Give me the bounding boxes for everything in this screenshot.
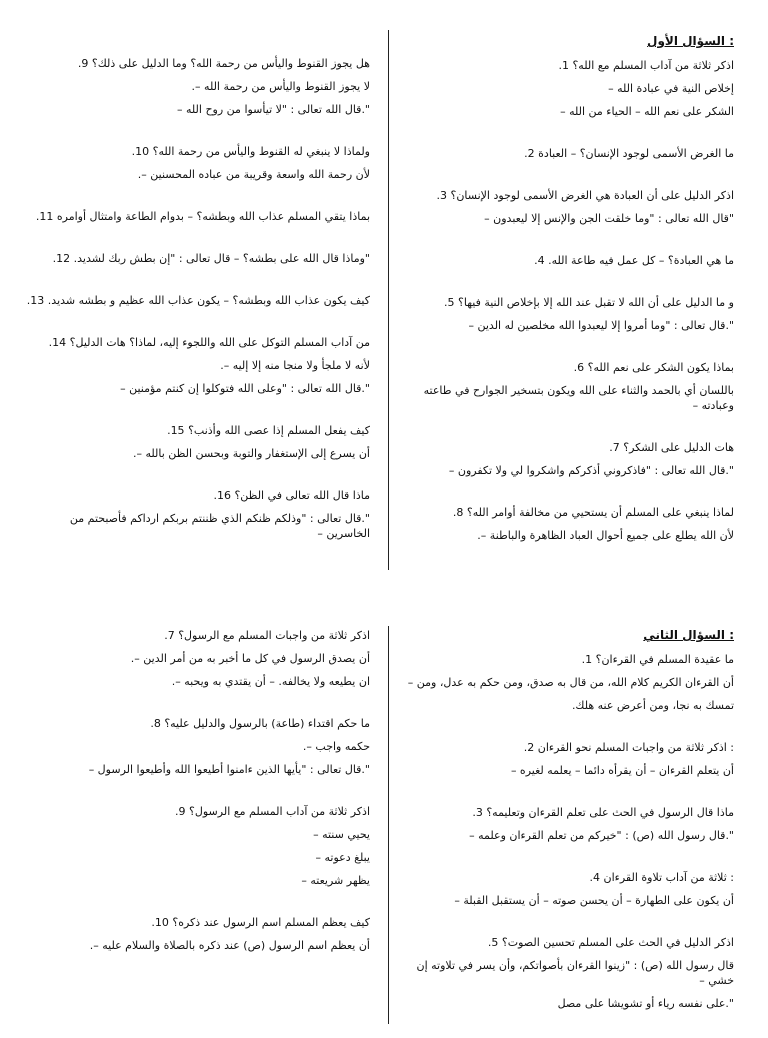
section1-right-column [404,34,734,570]
question-number: 14. [48,336,67,349]
question-text [404,58,734,73]
question-text [24,335,370,350]
question-text [404,935,734,950]
question-number: 7. [164,629,175,642]
question-number: 8. [452,506,464,519]
question-label: ولماذا لا ينبغي له القنوط واليأس من رحمة الله؟ [152,145,370,158]
answer-line: الشكر على نعم الله – الحياء من الله – [560,105,734,118]
question-label: كيف يفعل المسلم إذا عصى الله وأذنب؟ [188,424,370,437]
answer-line: أن يسرع إلى الإستغفار والتوبة وبحسن الظن بالله –. [132,447,370,460]
answer-line: أن يتعلم القرءان – أن يقرأه دائما – يعلمه لغيره – [510,764,734,777]
question-number: 10. [151,916,169,929]
answer-line: حكمه واجب –. [302,740,370,753]
answer-line: "قال الله تعالى : "وما خلقت الجن والإنس إلا ليعبدون – [484,212,734,225]
answer-line: ".قال تعالى : "يأيها الذين ءامنوا أطيعوا الله وأطيعوا الرسول – [88,763,370,776]
question-text [24,209,370,224]
question-label: "وماذا قال الله على بطشه؟ – قال تعالى : "إن بطش ربك لشديد. [73,252,370,265]
answer-line: أن يكون على الطهارة – أن يحسن صوته – أن يستقبل القبلة – [454,894,734,907]
answer-line: إخلاص النية في عبادة الله – [608,82,734,95]
question-block [24,56,370,117]
question-number: 12. [52,252,71,265]
column-divider-top [388,30,389,570]
question-block [24,716,370,777]
section2-title: : السؤال الثاني [643,628,734,642]
question-block [404,805,734,843]
answer-line: يبلغ دعوته – [315,851,370,864]
question-number: 13. [26,294,45,307]
answer-line: ".على نفسه رياء أو تشويشا على مصل [557,997,734,1010]
question-block [404,870,734,908]
question-label: اذكر ثلاثة من آداب المسلم مع الله؟ [572,59,734,72]
answer-line: ".قال الله تعالى : "لا تيأسوا من روح الله – [177,103,370,116]
question-block [404,935,734,1011]
question-number: 16. [213,489,231,502]
question-text [404,805,734,820]
question-block [24,423,370,461]
question-text [404,146,734,161]
question-number: 1. [558,59,569,72]
question-number: 2. [524,147,535,160]
question-text [404,188,734,203]
question-text [24,144,370,159]
question-number: 7. [609,441,620,454]
answer-line: لأن رحمة الله واسعة وقريبة من عباده المحسنين –. [137,168,370,181]
question-text [404,295,734,310]
question-label: كيف يكون عذاب الله وبطشه؟ – يكون عذاب الله عظيم و بطشه شديد. [47,294,370,307]
question-label: اذكر الدليل في الحث على المسلم تحسين الصوت؟ [501,936,734,949]
question-number: 8. [150,717,161,730]
answer-line: ان يطيعه ولا يخالفه. – أن يقتدي به ويحبه –. [171,675,370,688]
question-block [24,804,370,888]
question-label: بماذا يكون الشكر على نعم الله؟ [587,361,734,374]
question-block [24,628,370,689]
question-block [24,144,370,182]
question-number: 10. [131,145,150,158]
question-text [404,360,734,375]
question-label: : ثلاثة من آداب تلاوة القرءان [603,871,734,884]
answer-line: يحيي سنته – [313,828,370,841]
question-number: 5. [487,936,499,949]
question-number: 3. [472,806,483,819]
question-text [24,628,370,643]
answer-line: أن يعظم اسم الرسول (ص) عند ذكره بالصلاة والسلام عليه –. [89,939,370,952]
answer-line: ".قال رسول الله (ص) : "خيركم من تعلم القرءان وعلمه – [469,829,734,842]
question-block [404,253,734,268]
question-block [404,440,734,478]
section1-left-column [24,56,370,568]
question-number: 2. [523,741,535,754]
question-number: 9. [175,805,186,818]
question-label: ما عقيدة المسلم في القرءان؟ [595,653,734,666]
column-divider-bottom [388,626,389,1024]
question-text [404,652,734,667]
question-number: 15. [167,424,185,437]
question-block [404,740,734,778]
section1-title: : السؤال الأول [647,34,734,48]
question-label: ما هي العبادة؟ – كل عمل فيه طاعة الله. [548,254,734,267]
section2-left-column [24,628,370,980]
question-block [24,488,370,541]
question-label: كيف يعظم المسلم اسم الرسول عند ذكره؟ [172,916,370,929]
question-label: : اذكر ثلاثة من واجبات المسلم نحو القرءان [537,741,734,754]
answer-line: تمسك به نجا، ومن أعرض عنه هلك. [571,699,734,712]
question-text [404,505,734,520]
question-block [404,505,734,543]
question-number: 5. [444,296,455,309]
question-label: و ما الدليل على أن الله لا تقبل عند الله إلا بإخلاص النية فيها؟ [458,296,734,309]
answer-line: أن يصدق الرسول في كل ما أخبر به من أمر الدين –. [130,652,370,665]
question-text [404,740,734,755]
question-text [404,870,734,885]
question-block [404,188,734,226]
question-block [24,209,370,224]
question-label: اذكر ثلاثة من آداب المسلم مع الرسول؟ [189,805,370,818]
question-text [24,423,370,438]
question-number: 4. [534,254,545,267]
question-label: ما الغرض الأسمى لوجود الإنسان؟ – العبادة [538,147,734,160]
answer-line: يظهر شريعته – [301,874,370,887]
question-text [404,440,734,455]
question-block [24,293,370,308]
question-block [404,146,734,161]
question-block [404,295,734,333]
question-block [404,360,734,413]
question-block [404,58,734,119]
answer-line: باللسان أي بالحمد والثناء على الله ويكون بتسخير الجوارح في طاعته وعبادته – [423,384,734,412]
question-text [24,915,370,930]
question-number: 4. [589,871,601,884]
question-block [24,335,370,396]
question-number: 9. [77,57,89,70]
answer-line: أن القرءان الكريم كلام الله، من قال به صدق، ومن حكم به عدل، ومن – [407,676,734,689]
question-number: 3. [436,189,448,202]
question-label: اذكر الدليل على أن العبادة هي الغرض الأسمى لوجود الإنسان؟ [450,189,734,202]
question-number: 11. [35,210,54,223]
question-label: ماذا قال الرسول في الحث على تعلم القرءان وتعليمه؟ [486,806,734,819]
question-label: اذكر ثلاثة من واجبات المسلم مع الرسول؟ [178,629,370,642]
question-label: هات الدليل على الشكر؟ [623,441,734,454]
question-text [24,56,370,71]
question-text [404,253,734,268]
answer-line: لأن الله يطلع على جميع أحوال العباد الظاهرة والباطنة –. [477,529,734,542]
question-label: ماذا قال الله تعالى في الظن؟ [234,489,370,502]
question-text [24,293,370,308]
question-text [24,488,370,503]
question-text [24,804,370,819]
question-block [24,251,370,266]
question-number: 1. [581,653,593,666]
question-label: ما حكم اقتداء (طاعة) بالرسول والدليل عليه؟ [164,717,370,730]
answer-line: لأنه لا ملجأ ولا منجا منه إلا إليه –. [220,359,370,372]
question-block [24,915,370,953]
section2-right-column [404,628,734,1038]
answer-line: قال رسول الله (ص) : "زينوا القرءان بأصواتكم، وأن يسر في تلاوته إن خشي – [416,959,734,987]
question-block [404,652,734,713]
question-label: لماذا ينبغي على المسلم أن يستحيي من مخالفة أوامر الله؟ [466,506,734,519]
question-text [24,251,370,266]
answer-line: ".قال تعالى : "وذلكم ظنكم الذي ظننتم بربكم ارداكم فأصبحتم من الخاسرين – [69,512,370,540]
question-label: من آداب المسلم التوكل على الله واللجوء إليه، لماذا؟ هات الدليل؟ [69,336,370,349]
answer-line: لا يجوز القنوط واليأس من رحمة الله –. [191,80,370,93]
question-number: 6. [573,361,585,374]
answer-line: ".قال الله تعالى : "وعلى الله فتوكلوا إن كنتم مؤمنين – [120,382,370,395]
question-text [24,716,370,731]
answer-line: ".قال تعالى : "وما أمروا إلا ليعبدوا الله مخلصين له الدين – [468,319,734,332]
question-label: هل يجوز القنوط واليأس من رحمة الله؟ وما الدليل على ذلك؟ [91,57,370,70]
question-label: بماذا يتقي المسلم عذاب الله وبطشه؟ – بدوام الطاعة وامتثال أوامره [56,210,370,223]
answer-line: ".قال الله تعالى : "فاذكروني أذكركم واشكروا لي ولا تكفرون – [448,464,734,477]
